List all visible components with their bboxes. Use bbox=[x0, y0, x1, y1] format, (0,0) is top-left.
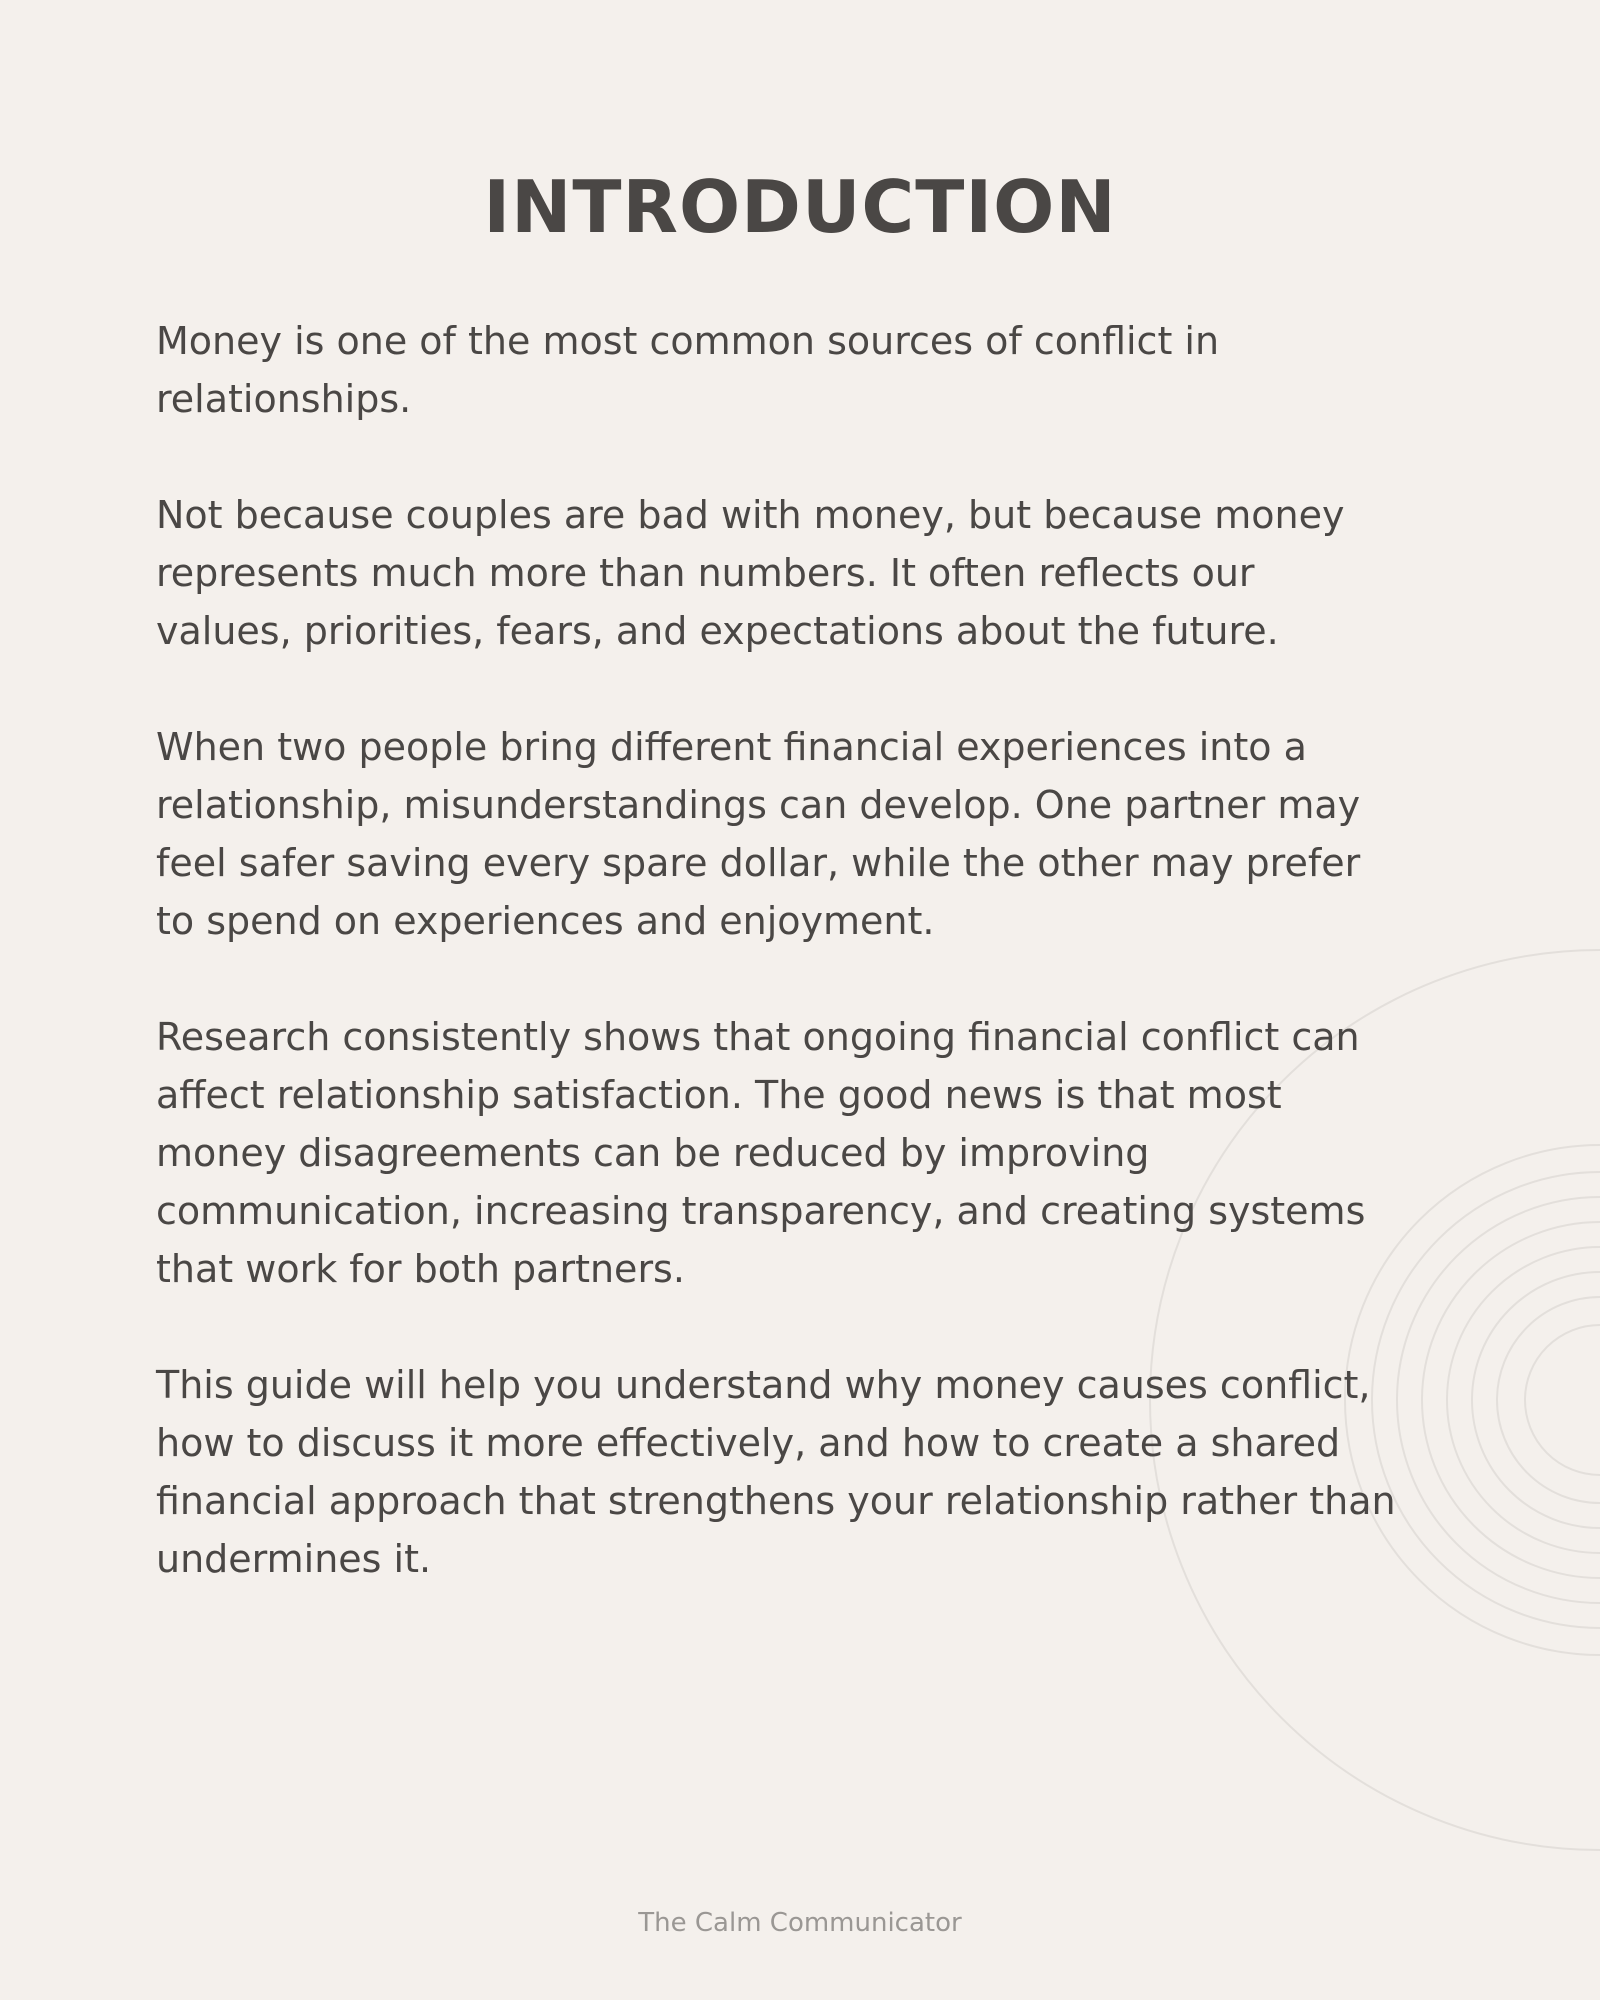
paragraph-2: Not because couples are bad with money, but because money represents much more than numbers. It often reflects our values, priorities, fears, and expectations about the future. bbox=[156, 493, 1345, 653]
page-title: INTRODUCTION bbox=[483, 165, 1117, 249]
decor-circle bbox=[1497, 1297, 1600, 1503]
body-text bbox=[156, 312, 1396, 1646]
paragraph-1: Money is one of the most common sources of conflict in relationships. bbox=[156, 319, 1220, 421]
decor-circle bbox=[1525, 1325, 1600, 1475]
decor-circle bbox=[1472, 1272, 1600, 1528]
decor-circle bbox=[1422, 1222, 1600, 1578]
decor-circle bbox=[1372, 1172, 1600, 1628]
paragraph-3: When two people bring different financial experiences into a relationship, misunderstandings can develop. One partner may feel safer saving every spare dollar, while the other may prefer to spend on experiences and enjoyment. bbox=[156, 725, 1361, 943]
paragraph-5: This guide will help you understand why money causes conflict, how to discuss it more effectively, and how to create a shared financial approach that strengthens your relationship rather than undermines it. bbox=[156, 1363, 1396, 1581]
decor-circle bbox=[1397, 1197, 1600, 1603]
page-footer: The Calm Communicator bbox=[638, 1908, 962, 1938]
paragraph-4: Research consistently shows that ongoing financial conflict can affect relationship satisfaction. The good news is that most money disagreements can be reduced by improving communication, increasing transparency, and creating systems that work for both partners. bbox=[156, 1015, 1366, 1291]
decor-circle bbox=[1447, 1247, 1600, 1553]
